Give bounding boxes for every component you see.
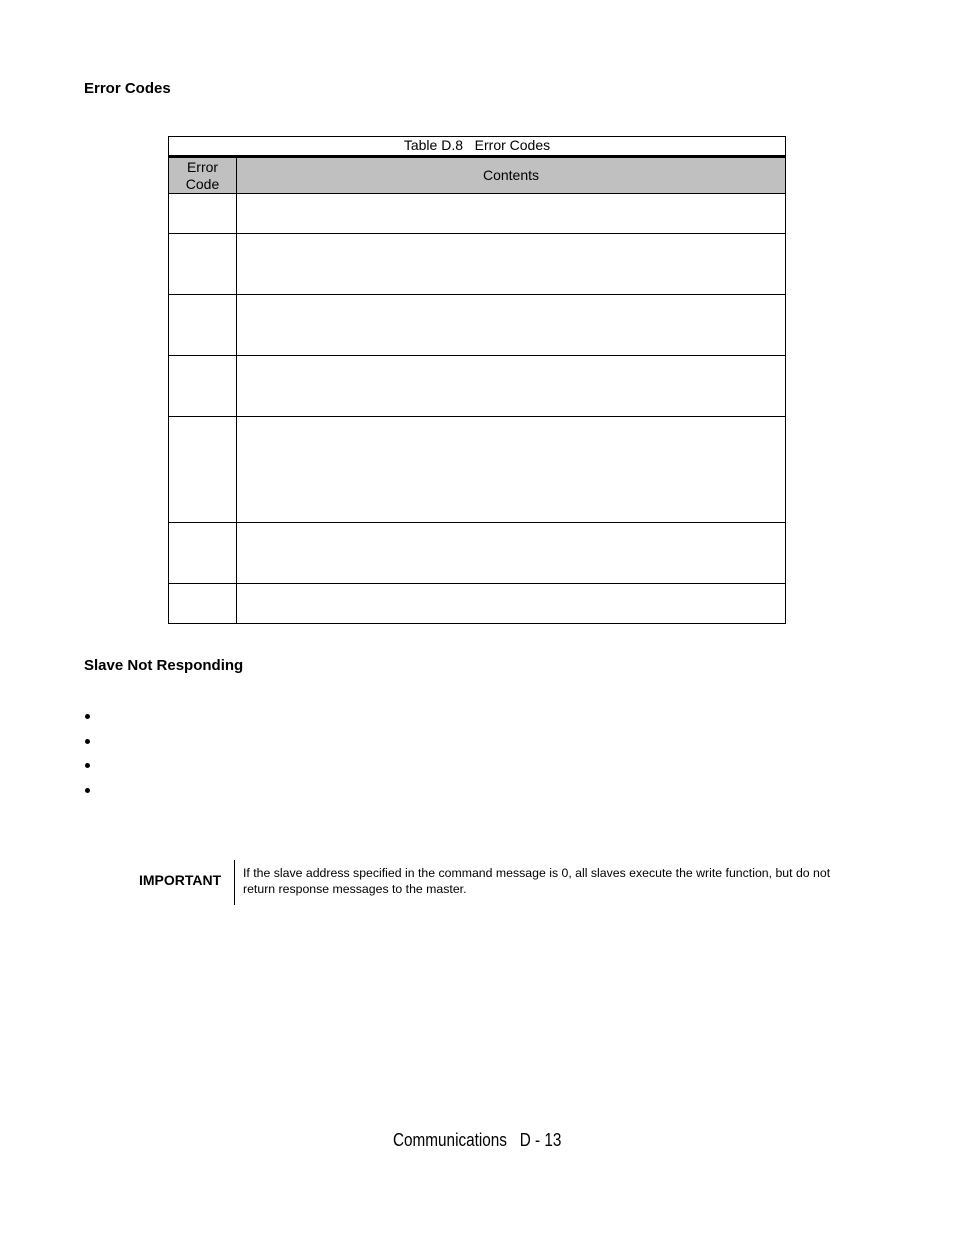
table-row	[169, 194, 786, 234]
header-error-code: Error Code	[169, 158, 237, 194]
error-code-cell	[169, 584, 237, 624]
contents-cell	[237, 584, 786, 624]
error-code-cell	[169, 295, 237, 356]
table-caption: Table D.8 Error Codes	[168, 136, 786, 157]
header-contents: Contents	[237, 158, 786, 194]
contents-cell	[237, 356, 786, 417]
table-row	[169, 417, 786, 523]
error-code-cell	[169, 417, 237, 523]
error-code-cell	[169, 194, 237, 234]
contents-cell	[237, 234, 786, 295]
page-footer: Communications D - 13	[393, 1130, 562, 1150]
table-header-row	[169, 158, 786, 194]
slave-not-responding-heading: Slave Not Responding	[84, 657, 244, 674]
bullet-icon	[85, 788, 90, 793]
contents-cell	[237, 417, 786, 523]
bullet-icon	[85, 739, 90, 744]
contents-cell	[237, 523, 786, 584]
contents-cell	[237, 194, 786, 234]
table-row	[169, 234, 786, 295]
error-code-cell	[169, 523, 237, 584]
error-codes-table	[168, 136, 786, 624]
important-label: IMPORTANT	[139, 872, 222, 888]
table-row	[169, 523, 786, 584]
error-code-cell	[169, 356, 237, 417]
important-divider	[234, 860, 235, 905]
bullet-icon	[85, 714, 90, 719]
contents-cell	[237, 295, 786, 356]
bullet-icon	[85, 763, 90, 768]
table-row	[169, 295, 786, 356]
table-row	[169, 356, 786, 417]
error-code-cell	[169, 234, 237, 295]
important-note-text: If the slave address specified in the command message is 0, all slaves execute the write function, but do not return response messages to the master.	[243, 866, 831, 896]
table-row	[169, 584, 786, 624]
error-codes-heading: Error Codes	[84, 80, 171, 97]
